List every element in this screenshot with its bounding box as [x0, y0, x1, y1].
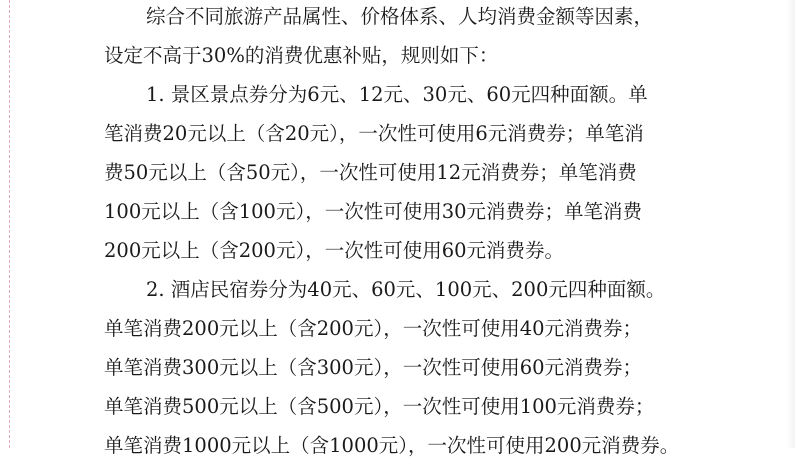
- rule-2-line-5: 单笔消费1000元以上（含1000元），一次性可使用200元消费券。: [104, 434, 680, 457]
- paragraph-line-1: 综合不同旅游产品属性、价格体系、人均消费金额等因素，: [146, 5, 654, 28]
- rule-1-line-1: 1. 景区景点券分为6元、12元、30元、60元四种面额。单: [146, 83, 648, 106]
- rule-1-line-3: 费50元以上（含50元），一次性可使用12元消费券；单笔消费: [104, 161, 637, 184]
- rule-2-line-4: 单笔消费500元以上（含500元），一次性可使用100元消费券；: [104, 395, 655, 418]
- rule-2-line-1: 2. 酒店民宿券分为40元、60元、100元、200元四种面额。: [146, 278, 666, 301]
- rule-1-line-5: 200元以上（含200元），一次性可使用60元消费券。: [104, 239, 565, 262]
- paragraph-line-2: 设定不高于30%的消费优惠补贴，规则如下：: [104, 44, 499, 67]
- rule-1-line-4: 100元以上（含100元），一次性可使用30元消费券；单笔消费: [104, 200, 643, 223]
- rule-2-line-3: 单笔消费300元以上（含300元），一次性可使用60元消费券；: [104, 356, 643, 379]
- rule-2-line-2: 单笔消费200元以上（含200元），一次性可使用40元消费券；: [104, 317, 643, 340]
- rule-1-line-2: 笔消费20元以上（含20元），一次性可使用6元消费券；单笔消: [104, 122, 644, 145]
